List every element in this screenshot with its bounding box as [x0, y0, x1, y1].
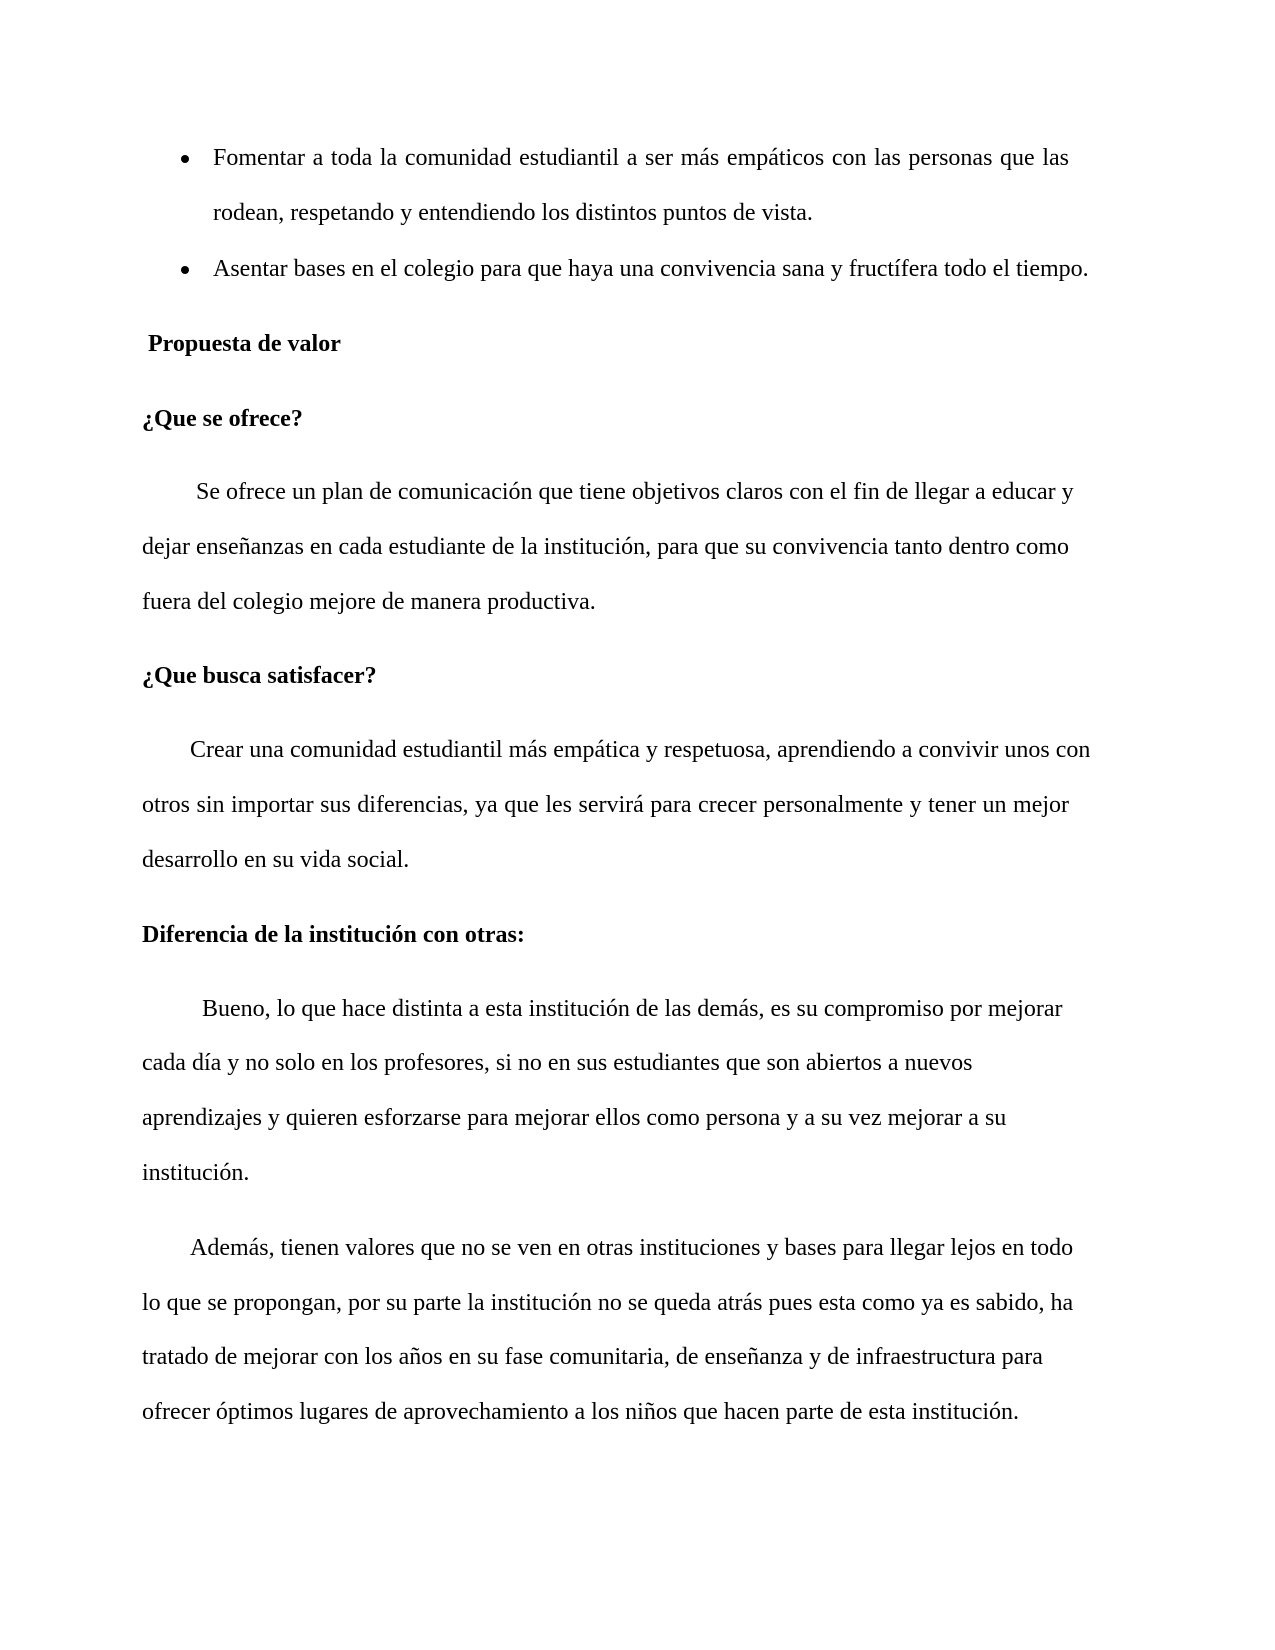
bullet-item-2-line-1: Asentar bases en el colegio para que haya una convivencia sana y fructífera todo el tiempo.: [213, 256, 1089, 282]
paragraph-line: dejar enseñanzas en cada estudiante de la institución, para que su convivencia tanto dentro como: [142, 534, 1069, 560]
paragraph-line: fuera del colegio mejore de manera productiva.: [142, 589, 596, 615]
heading-que-busca-satisfacer: ¿Que busca satisfacer?: [142, 663, 377, 689]
paragraph-line: Crear una comunidad estudiantil más empática y respetuosa, aprendiendo a convivir unos con: [190, 737, 1091, 763]
paragraph-line: Además, tienen valores que no se ven en otras instituciones y bases para llegar lejos en todo: [190, 1235, 1074, 1261]
bullet-icon: [181, 266, 189, 274]
paragraph-line: Bueno, lo que hace distinta a esta institución de las demás, es su compromiso por mejorar: [202, 996, 1063, 1022]
paragraph-line: institución.: [142, 1160, 250, 1186]
paragraph-line: aprendizajes y quieren esforzarse para mejorar ellos como persona y a su vez mejorar a su: [142, 1105, 1007, 1131]
paragraph-line: cada día y no solo en los profesores, si no en sus estudiantes que son abiertos a nuevos: [142, 1050, 973, 1076]
bullet-icon: [181, 155, 189, 163]
heading-diferencia-institucion: Diferencia de la institución con otras:: [142, 922, 525, 948]
paragraph-line: lo que se propongan, por su parte la institución no se queda atrás pues esta como ya es sabido, ha: [142, 1290, 1074, 1316]
section-title: Propuesta de valor: [148, 331, 341, 357]
paragraph-line: ofrecer óptimos lugares de aprovechamiento a los niños que hacen parte de esta institución.: [142, 1399, 1020, 1425]
heading-que-se-ofrece: ¿Que se ofrece?: [142, 406, 303, 432]
paragraph-line: otros sin importar sus diferencias, ya que les servirá para crecer personalmente y tener un mejor: [142, 792, 1069, 818]
bullet-item-1-line-2: rodean, respetando y entendiendo los distintos puntos de vista.: [213, 200, 813, 226]
paragraph-line: tratado de mejorar con los años en su fase comunitaria, de enseñanza y de infraestructura para: [142, 1344, 1043, 1370]
bullet-item-1-line-1: Fomentar a toda la comunidad estudiantil a ser más empáticos con las personas que las: [213, 145, 1069, 171]
paragraph-line: desarrollo en su vida social.: [142, 847, 410, 873]
paragraph-line: Se ofrece un plan de comunicación que tiene objetivos claros con el fin de llegar a educar y: [196, 479, 1074, 505]
